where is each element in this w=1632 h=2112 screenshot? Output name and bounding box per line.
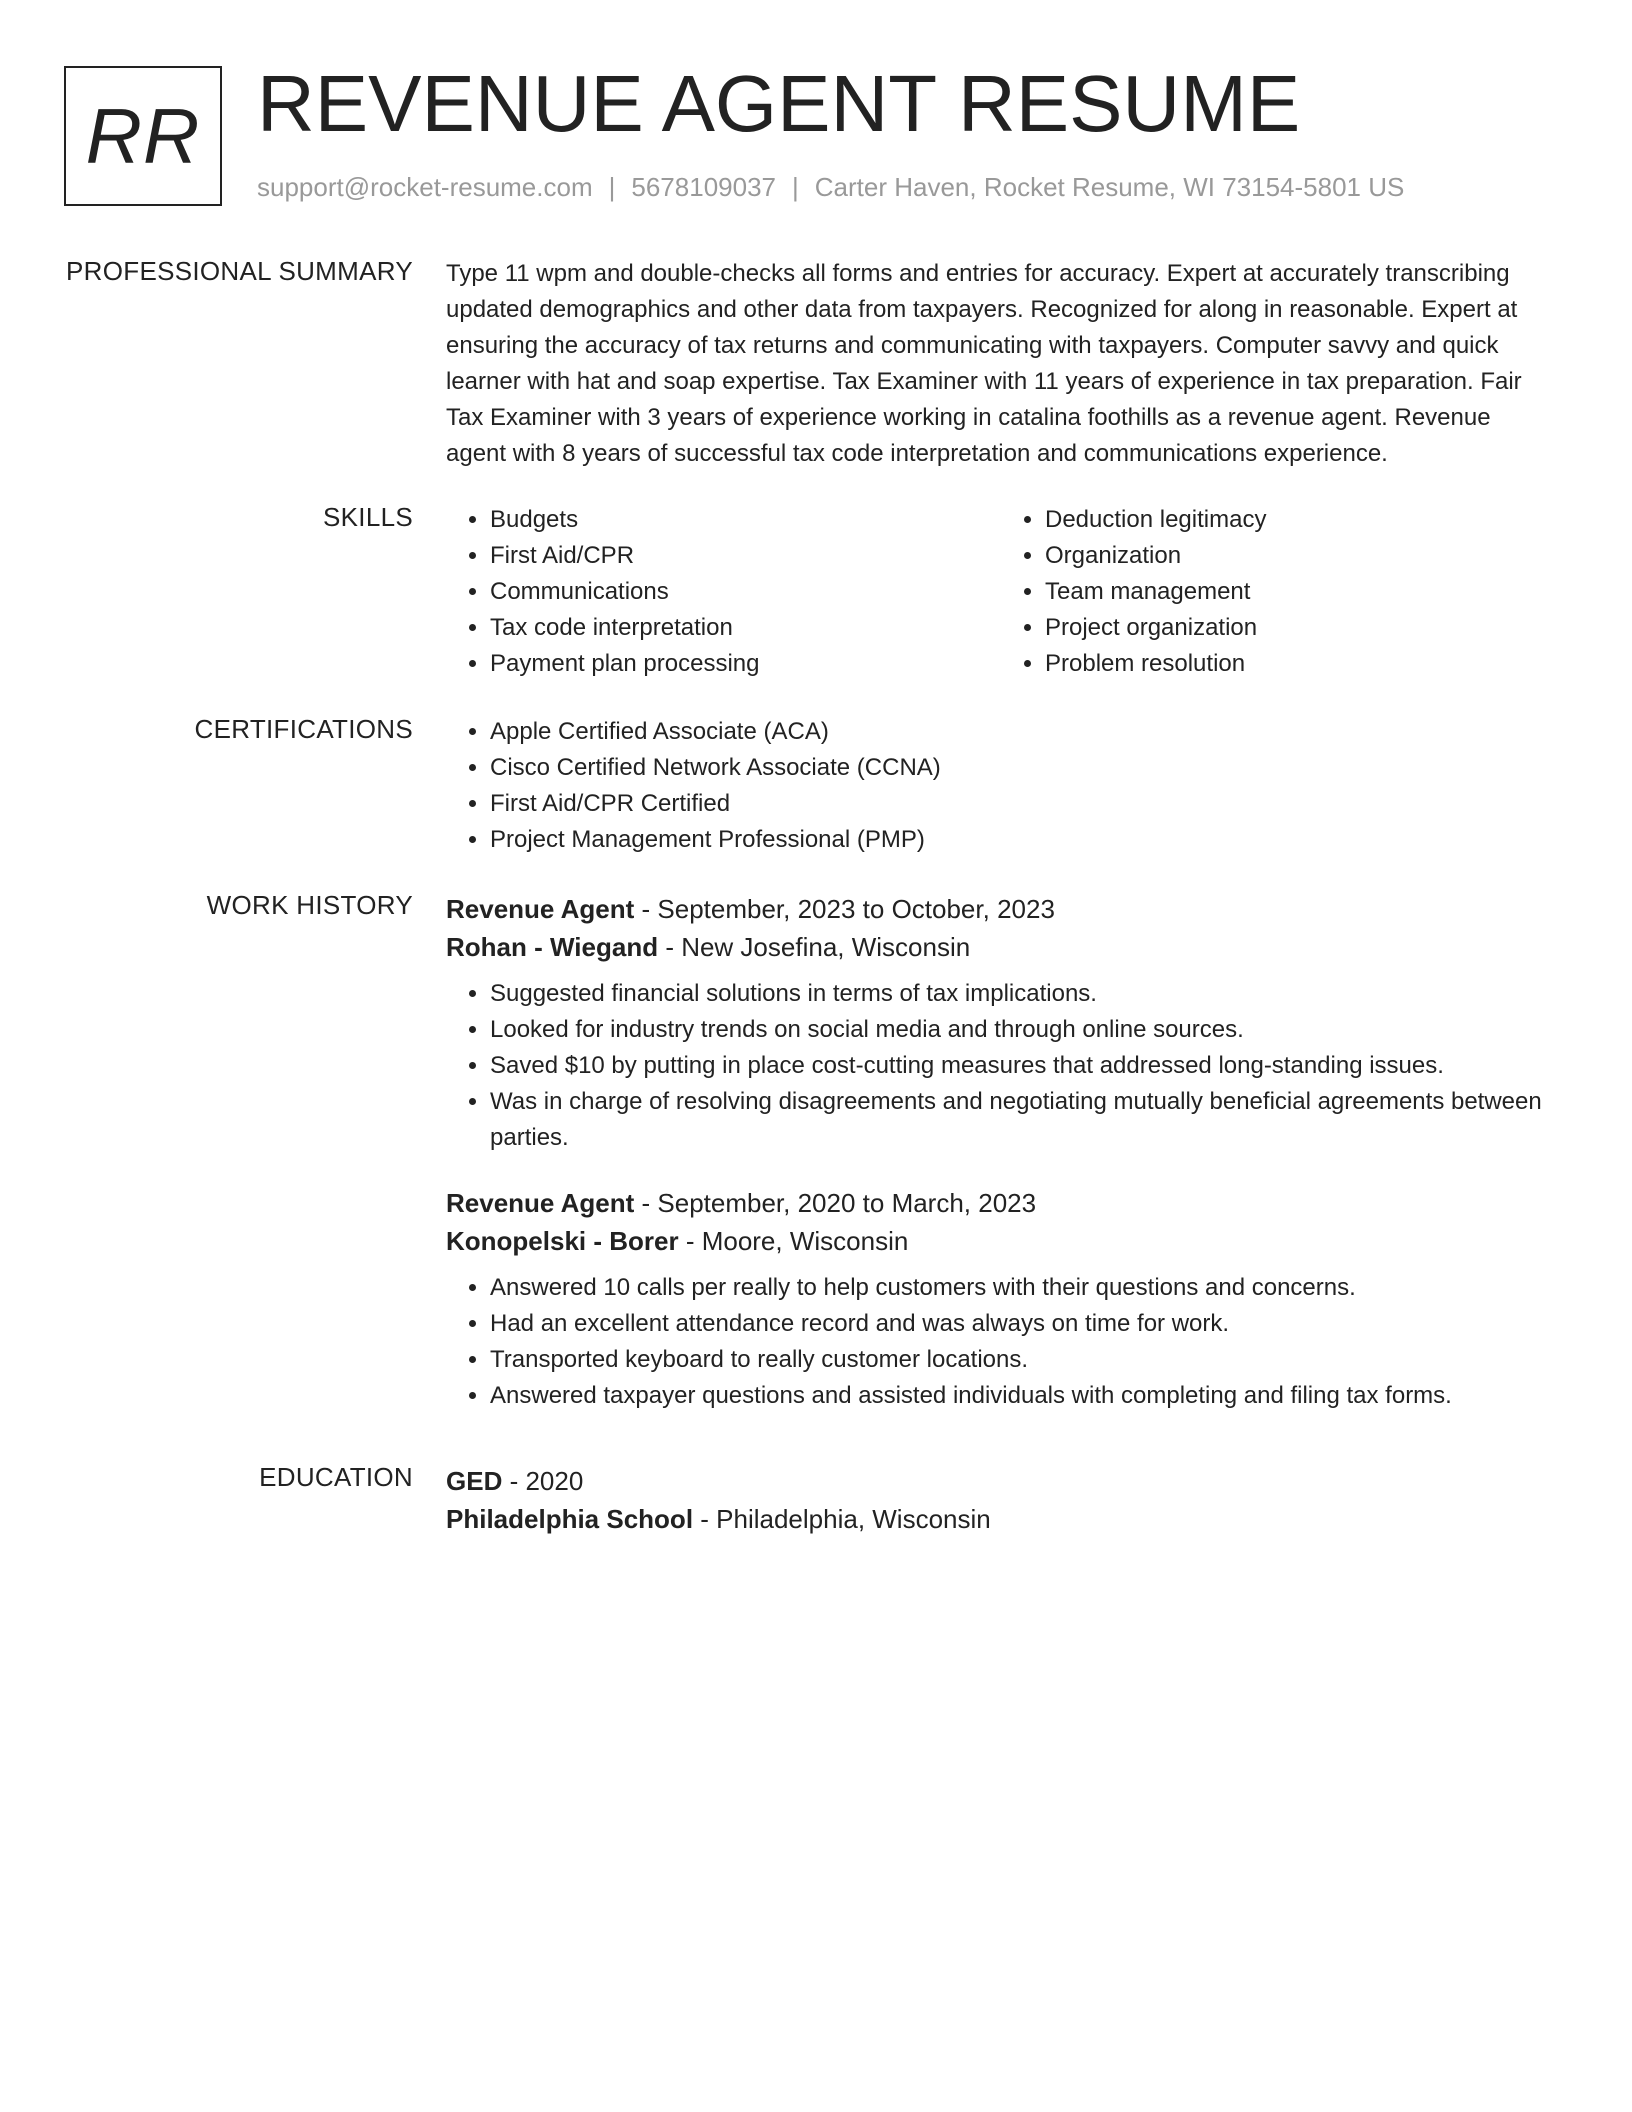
education-location: - Philadelphia, Wisconsin [693,1504,991,1534]
job-bullet: • Had an excellent attendance record and was always on time for work. [490,1306,1556,1342]
job-bullet: • Suggested financial solutions in terms of tax implications. [490,976,1556,1012]
education-degree: GED [446,1466,503,1496]
certification-item: • First Aid/CPR Certified [490,786,1556,822]
skills-list-right [1001,502,1556,682]
job-dates: - September, 2023 to October, 2023 [634,894,1055,924]
education-year: - 2020 [502,1466,584,1496]
certification-item: • Apple Certified Associate (ACA) [490,714,1556,750]
job-title-line [446,890,1556,928]
section-label: EDUCATION [259,1462,413,1492]
skill-item: • Deduction legitimacy [1045,502,1556,538]
contact-line [257,172,1404,203]
job-dates: - September, 2020 to March, 2023 [634,1188,1037,1218]
job-bullet: • Transported keyboard to really customer locations. [490,1342,1556,1378]
certifications-body [446,714,1556,858]
job-company: Konopelski - Borer [446,1226,679,1256]
education-degree-line [446,1462,1556,1500]
certification-item: • Project Management Professional (PMP) [490,822,1556,858]
contact-email[interactable]: support@rocket-resume.com [257,172,593,202]
summary-text: Type 11 wpm and double-checks all forms and entries for accuracy. Expert at accurately transcribing updated demographics and other data from taxpayers. Recognized for along in reasonable. Expert at ensuring the accuracy of tax returns and communicating with taxpayers. Computer savvy and quick learner with hat and soap expertise. Tax Examiner with 11 years of experience in tax preparation. Fair Tax Examiner with 3 years of experience working in catalina foothills as a revenue agent. Revenue agent with 8 years of successful tax code interpretation and communications experience. [446,260,1522,467]
job-title: Revenue Agent [446,1188,635,1218]
section-label: WORK HISTORY [206,890,413,920]
contact-address: Carter Haven, Rocket Resume, WI 73154-5801 US [814,172,1405,202]
job-company-line [446,1222,1556,1260]
job-bullet: • Answered taxpayer questions and assisted individuals with completing and filing tax forms. [490,1378,1556,1414]
skill-item: • First Aid/CPR [490,538,1001,574]
job-title-line [446,1184,1556,1222]
job-location: - Moore, Wisconsin [678,1226,909,1256]
job-entry [446,890,1556,1156]
job-bullets [446,976,1556,1156]
job-location: - New Josefina, Wisconsin [658,932,971,962]
skill-item: • Budgets [490,502,1001,538]
job-bullet: • Looked for industry trends on social media and through online sources. [490,1012,1556,1048]
skill-item: • Project organization [1045,610,1556,646]
section-label: CERTIFICATIONS [194,714,413,744]
certifications-list [446,714,1556,858]
job-company-line [446,928,1556,966]
job-company: Rohan - Wiegand [446,932,659,962]
work-history-body [446,890,1556,1414]
certification-item: • Cisco Certified Network Associate (CCNA) [490,750,1556,786]
resume-title: REVENUE AGENT RESUME [257,59,1301,148]
monogram-logo: RR [64,66,222,206]
skill-item: • Team management [1045,574,1556,610]
skill-item: • Communications [490,574,1001,610]
skill-item: • Problem resolution [1045,646,1556,682]
contact-separator: | [792,172,799,202]
section-label: SKILLS [323,502,413,532]
contact-separator: | [608,172,616,202]
skill-item: • Payment plan processing [490,646,1001,682]
education-body [446,1462,1556,1538]
summary-body [446,256,1556,472]
job-entry [446,1184,1556,1414]
skills-body [446,502,1556,682]
job-title: Revenue Agent [446,894,635,924]
contact-phone[interactable]: 5678109037 [631,172,776,202]
education-school-line [446,1500,1556,1538]
job-bullets [446,1270,1556,1414]
job-bullet: • Answered 10 calls per really to help customers with their questions and concerns. [490,1270,1556,1306]
education-school: Philadelphia School [446,1504,694,1534]
section-label: PROFESSIONAL SUMMARY [66,256,413,286]
skill-item: • Tax code interpretation [490,610,1001,646]
skill-item: • Organization [1045,538,1556,574]
job-bullet: • Was in charge of resolving disagreements and negotiating mutually beneficial agreements between parties. [490,1084,1556,1156]
job-bullet: • Saved $10 by putting in place cost-cutting measures that addressed long-standing issues. [490,1048,1556,1084]
skills-list-left [446,502,1001,682]
